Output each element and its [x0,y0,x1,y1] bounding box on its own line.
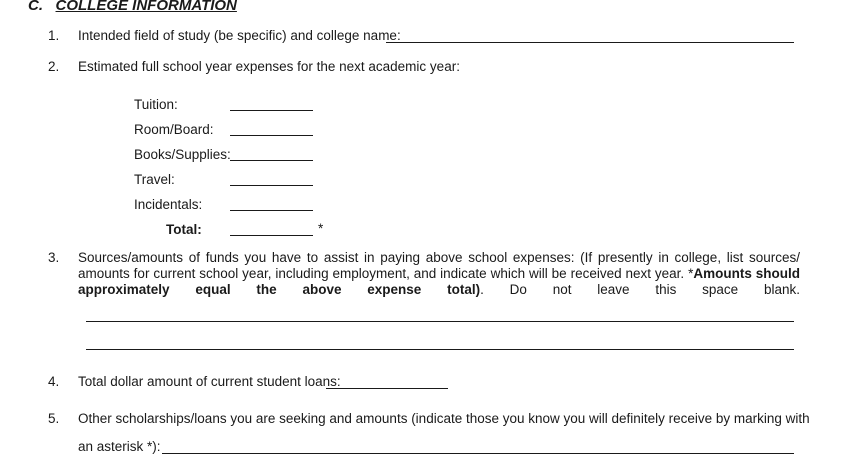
expense-label-travel: Travel: [134,172,175,187]
q1-number: 1. [48,28,60,43]
q3-text-bold: Amounts should approximately equal the above expense total) [78,266,800,297]
q5-scholarships-input[interactable] [162,437,794,453]
expense-total-asterisk: * [318,221,324,236]
expense-total-input[interactable] [230,220,313,236]
section-heading [28,0,237,15]
expense-label-tuition: Tuition: [134,97,178,112]
q3-underline-1 [86,321,794,322]
expense-label-incidentals: Incidentals: [134,197,203,212]
expense-label-books-supplies: Books/Supplies: [134,147,231,162]
q5-number: 5. [48,411,60,426]
q3-number: 3. [48,250,60,265]
expense-underline-incidentals [230,210,313,211]
q3-text-part1: Sources/amounts of funds you have to assist in paying above school expenses: (If presently in college, list sources/ amounts for current school year, including employment, and indicate which will be received next year. * [78,250,800,281]
q4-label: Total dollar amount of current student loans: [78,374,341,389]
expense-input-incidentals[interactable] [230,195,313,211]
q3-sources-input-line-2[interactable] [86,333,794,349]
expense-input-tuition[interactable] [230,95,313,111]
q4-student-loans-input[interactable] [326,372,448,388]
expense-underline-tuition [230,110,313,111]
q1-underline [386,42,794,43]
q3-sources-input-line-1[interactable] [86,305,794,321]
expense-underline-books-supplies [230,160,313,161]
expense-input-room-board[interactable] [230,120,313,136]
expense-input-books-supplies[interactable] [230,145,313,161]
section-title: COLLEGE INFORMATION [55,0,237,14]
q1-field-of-study-input[interactable] [386,26,794,42]
expense-input-travel[interactable] [230,170,313,186]
q5-label: Other scholarships/loans you are seeking and amounts (indicate those you know you will definitely receive by marking with [78,411,810,426]
expense-underline-room-board [230,135,313,136]
q2-number: 2. [48,59,60,74]
section-letter: C. [28,0,43,14]
q4-number: 4. [48,374,60,389]
q3-text-part2: . Do not leave this space blank. [480,282,801,297]
expense-underline-travel [230,185,313,186]
q2-label: Estimated full school year expenses for the next academic year: [78,59,460,74]
q3-underline-2 [86,349,794,350]
expense-label-room-board: Room/Board: [134,122,214,137]
q4-underline [326,388,448,389]
q5-underline [162,453,794,454]
q5-label-continued: an asterisk *): [78,439,161,454]
expense-total-label: Total: [166,222,202,237]
expense-total-underline [230,235,313,236]
q1-label: Intended field of study (be specific) and college name: [78,28,401,43]
